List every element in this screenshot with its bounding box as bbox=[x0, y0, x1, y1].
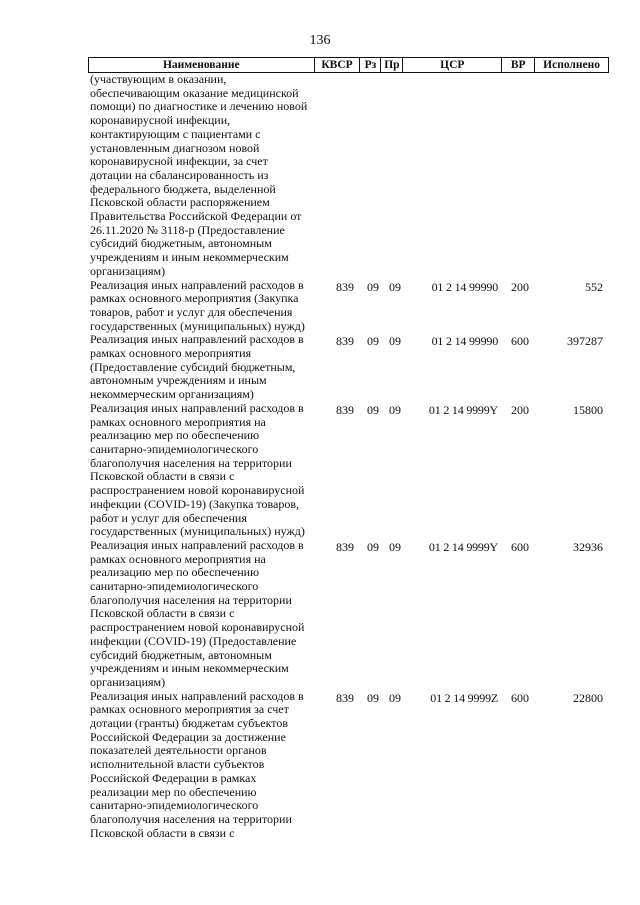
table-row bbox=[88, 402, 609, 539]
row-rz: 09 bbox=[367, 539, 379, 554]
row-name: Реализация иных направлений расходов в рамках основного мероприятия (Предоставление субсидий бюджетным, автономным учреждениям и иным некоммерческим организациям) bbox=[90, 332, 304, 402]
table-row bbox=[88, 690, 609, 841]
row-isp: 552 bbox=[585, 279, 603, 294]
row-rz bbox=[360, 73, 381, 279]
row-csr: 01 2 14 9999Z bbox=[430, 690, 498, 705]
row-isp bbox=[535, 73, 609, 279]
row-pr: 09 bbox=[389, 539, 401, 554]
page-number: 136 bbox=[309, 33, 331, 48]
row-rz: 09 bbox=[367, 279, 379, 294]
table-row bbox=[88, 279, 609, 334]
row-kvsr: 839 bbox=[336, 279, 354, 294]
row-vr: 600 bbox=[511, 690, 529, 705]
row-name: Реализация иных направлений расходов в рамках основного мероприятия (Закупка товаров, работ и услуг для обеспечения государственных (муниципальных) нужд) bbox=[90, 277, 305, 333]
header-pr: Пр bbox=[381, 58, 403, 72]
row-vr: 200 bbox=[511, 279, 529, 294]
row-kvsr: 839 bbox=[336, 402, 354, 417]
header-kvsr: КВСР bbox=[315, 58, 361, 72]
table-header bbox=[88, 57, 609, 73]
row-csr: 01 2 14 99990 bbox=[431, 334, 498, 349]
row-vr: 200 bbox=[511, 402, 529, 417]
row-name: Реализация иных направлений расходов в рамках основного мероприятия на реализацию мер по обеспечению санитарно-эпидемиологического благополучия населения на территории Псковской области в связи с распространением новой коронавирусной инфекции (COVID-19) (Предоставление субсидий бюджетным, автономным учреждениям и иным некоммерческим организациям) bbox=[90, 537, 305, 689]
row-rz: 09 bbox=[367, 334, 379, 349]
row-rz: 09 bbox=[367, 402, 379, 417]
row-isp: 32936 bbox=[573, 539, 603, 554]
table-row bbox=[88, 539, 609, 690]
row-pr: 09 bbox=[389, 402, 401, 417]
row-pr: 09 bbox=[389, 334, 401, 349]
header-csr: ЦСР bbox=[403, 58, 502, 72]
row-csr: 01 2 14 9999Y bbox=[428, 402, 498, 417]
row-vr: 600 bbox=[511, 539, 529, 554]
row-csr: 01 2 14 9999Y bbox=[428, 539, 498, 554]
header-isp: Исполнено bbox=[535, 58, 609, 72]
row-kvsr: 839 bbox=[336, 690, 354, 705]
row-isp: 22800 bbox=[573, 690, 603, 705]
row-csr bbox=[403, 73, 502, 279]
row-name: (участвующим в оказании, обеспечивающим оказание медицинской помощи) по диагностике и лечению новой коронавирусной инфекции, контактирующим с пациентами с установленным диагнозом новой коронавирусной инфекции, за счет дотации на сбалансированность из федерального бюджета, выделенной Псковской области распоряжением Правительства Российской Федерации от 26.11.2020 № 3118-р (Предоставление субсидий бюджетным, автономным учреждениям и иным некоммерческим организациям) bbox=[90, 72, 308, 278]
row-pr bbox=[381, 73, 403, 279]
row-pr: 09 bbox=[389, 279, 401, 294]
budget-table bbox=[88, 57, 609, 840]
header-vr: ВР bbox=[502, 58, 535, 72]
table-row bbox=[88, 73, 609, 279]
row-pr: 09 bbox=[389, 690, 401, 705]
row-vr: 600 bbox=[511, 334, 529, 349]
row-vr bbox=[502, 73, 535, 279]
row-kvsr: 839 bbox=[336, 334, 354, 349]
header-rz: Рз bbox=[360, 58, 381, 72]
row-name: Реализация иных направлений расходов в рамках основного мероприятия за счет дотации (гранты) бюджетам субъектов Российской Федерации за достижение показателей деятельности органов исполнительной власти субъектов Российской Федерации в рамках реализации мер по обеспечению санитарно-эпидемиологического благополучия населения на территории Псковской области в связи с bbox=[90, 688, 304, 840]
row-csr: 01 2 14 99990 bbox=[431, 279, 498, 294]
row-kvsr bbox=[314, 73, 360, 279]
row-isp: 15800 bbox=[573, 402, 603, 417]
header-name: Наименование bbox=[89, 58, 315, 72]
table-row bbox=[88, 333, 609, 402]
row-name: Реализация иных направлений расходов в рамках основного мероприятия на реализацию мер по обеспечению санитарно-эпидемиологического благополучия населения на территории Псковской области в связи с распространением новой коронавирусной инфекции (COVID-19) (Закупка товаров, работ и услуг для обеспечения государственных (муниципальных) нужд) bbox=[90, 400, 305, 539]
row-kvsr: 839 bbox=[336, 539, 354, 554]
row-rz: 09 bbox=[367, 690, 379, 705]
row-isp: 397287 bbox=[567, 334, 603, 349]
